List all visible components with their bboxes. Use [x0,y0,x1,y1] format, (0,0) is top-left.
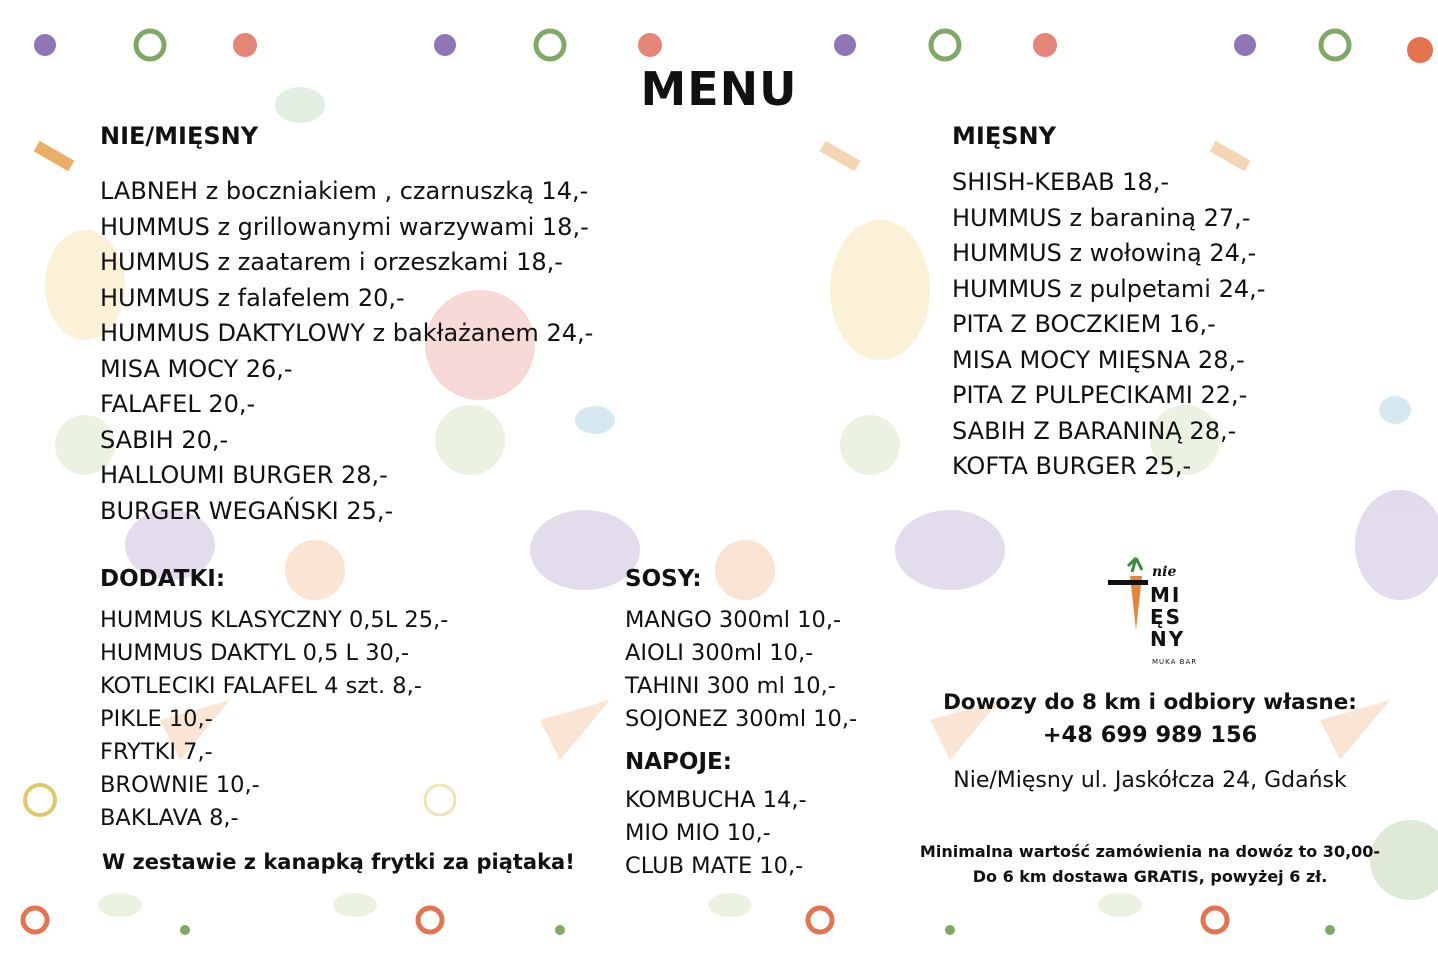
list-item: SHISH-KEBAB 18,- [952,168,1170,196]
list-item: PITA Z BOCZKIEM 16,- [952,310,1216,338]
list-item: FRYTKI 7,- [100,739,213,765]
section-header-napoje: NAPOJE: [625,749,732,775]
min-order-info: Minimalna wartość zamówienia na dowóz to 30,00- [919,842,1381,861]
list-item: HALLOUMI BURGER 28,- [100,461,388,489]
list-item: MISA MOCY MIĘSNA 28,- [952,345,1245,374]
list-item: PITA Z PULPECIKAMI 22,- [952,381,1248,409]
menu-title: MENU [640,62,798,116]
list-item: SOJONEZ 300ml 10,- [625,706,858,732]
miesny-list [952,165,1265,485]
list-item: CLUB MATE 10,- [625,853,804,879]
list-item: AIOLI 300ml 10,- [625,640,814,666]
list-item: MANGO 300ml 10,- [625,607,842,633]
free-delivery-info: Do 6 km dostawa GRATIS, powyżej 6 zł. [972,867,1328,886]
address: Nie/Mięsny ul. Jaskółcza 24, Gdańsk [953,768,1347,793]
logo-caption: MUKA BAR [1152,658,1198,666]
logo-line: MI [1150,583,1182,607]
delivery-line: Dowozy do 8 km i odbiory własne: [943,690,1357,715]
list-item: HUMMUS z zaatarem i orzeszkami 18,- [100,248,563,276]
list-item: BAKLAVA 8,- [100,805,239,831]
list-item: HUMMUS z grillowanymi warzywami 18,- [100,212,589,241]
list-item: MISA MOCY 26,- [100,354,293,383]
list-item: HUMMUS z baraniną 27,- [952,203,1251,232]
list-item: MIO MIO 10,- [625,820,771,846]
list-item: SABIH Z BARANINĄ 28,- [952,416,1237,445]
list-item: HUMMUS DAKTYL 0,5 L 30,- [100,640,410,666]
section-header-nie-miesny: NIE/MIĘSNY [100,122,259,150]
list-item: KOTLECIKI FALAFEL 4 szt. 8,- [100,673,422,699]
sosy-list [625,604,857,736]
list-item: LABNEH z boczniakiem , czarnuszką 14,- [100,177,589,205]
list-item: PIKLE 10,- [100,706,213,732]
list-item: KOFTA BURGER 25,- [952,452,1192,480]
list-item: BROWNIE 10,- [100,772,260,798]
carrot-icon [1108,554,1148,634]
napoje-list [625,784,807,883]
list-item: HUMMUS KLASYCZNY 0,5L 25,- [100,607,449,633]
list-item: KOMBUCHA 14,- [625,787,807,813]
list-item: FALAFEL 20,- [100,390,256,418]
list-item: BURGER WEGAŃSKI 25,- [100,496,394,525]
list-item: HUMMUS z wołowiną 24,- [952,239,1257,267]
list-item: HUMMUS DAKTYLOWY z bakłażanem 24,- [100,319,594,347]
nie-miesny-list [100,174,593,529]
list-item: HUMMUS z pulpetami 24,- [952,274,1266,303]
logo-line: ĘS [1150,605,1183,629]
list-item: HUMMUS z falafelem 20,- [100,283,405,312]
logo-line: NY [1150,627,1186,651]
phone-number: +48 699 989 156 [1042,722,1258,748]
logo-small-text: nie [1152,564,1177,580]
section-header-dodatki: DODATKI: [100,566,226,592]
dodatki-list [100,604,448,835]
section-header-miesny: MIĘSNY [952,122,1056,150]
section-header-sosy: SOSY: [625,566,702,592]
nie-miesny-logo [1108,554,1198,672]
list-item: SABIH 20,- [100,425,229,454]
combo-note: W zestawie z kanapką frytki za piątaka! [102,850,575,874]
list-item: TAHINI 300 ml 10,- [625,673,836,699]
